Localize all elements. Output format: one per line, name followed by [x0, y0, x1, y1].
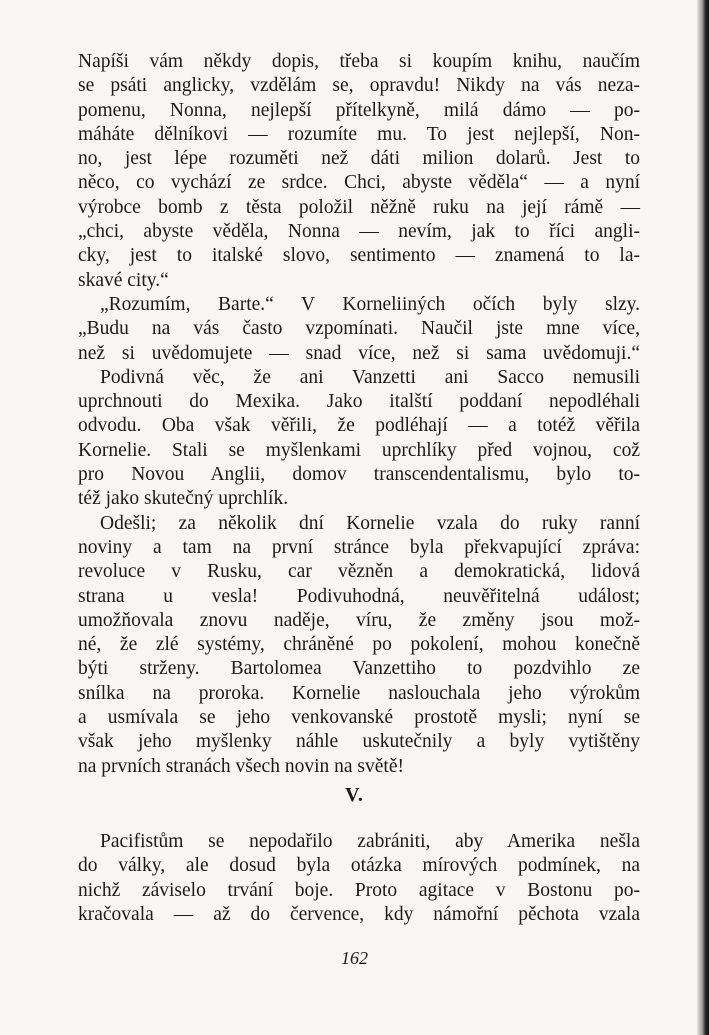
text-line: noviny a tam na první stránce byla překvapující zpráva: [78, 536, 640, 558]
text-line: výrobce bomb z těsta položil něžně ruku na její rámě — [78, 196, 640, 218]
section-heading: V. [345, 784, 364, 806]
text-line: se psáti anglicky, vzdělám se, opravdu! Nikdy na vás neza- [78, 75, 640, 97]
text-line: no, jest lépe rozuměti než dáti milion dolarů. Jest to [78, 148, 640, 170]
text-line: též jako skutečný uprchlík. [78, 488, 289, 510]
text-line: uprchnouti do Mexika. Jako italští poddaní nepodléhali [78, 391, 640, 413]
text-line: a usmívala se jeho venkovanské prostotě mysli; nyní se [78, 707, 640, 729]
text-line: něco, co vychází ze srdce. Chci, abyste věděla“ — a nyní [78, 172, 640, 194]
text-line: „Rozumím, Barte.“ V Korneliiných očích byly slzy. [100, 293, 640, 315]
text-line: „Budu na vás často vzpomínati. Naučil jste mne více, [78, 318, 640, 340]
text-line: odvodu. Oba však věřili, že podléhají — a totéž věřila [78, 415, 640, 437]
text-line: cky, jest to italské slovo, sentimento — znamená to la- [78, 245, 640, 267]
text-line: pomenu, Nonna, nejlepší přítelkyně, milá dámo — po- [78, 99, 640, 121]
body-text-top [78, 50, 640, 779]
text-line: skavé city.“ [78, 269, 169, 291]
text-line: revoluce v Rusku, car vězněn a demokratická, lidová [78, 561, 640, 583]
text-line: do války, ale dosud byla otázka mírových podmínek, na [78, 855, 640, 877]
text-line: né, že zlé systémy, chráněné po pokolení, mohou konečně [78, 634, 640, 656]
text-line: máháte dělníkovi — rozumíte mu. To jest nejlepší, Non- [78, 123, 640, 145]
text-line: umožňovala znovu naděje, víru, že změny jsou mož- [78, 609, 640, 631]
page-number: 162 [341, 948, 368, 968]
text-line: kračovala — až do července, kdy námořní pěchota vzala [78, 903, 640, 925]
text-line: snílka na proroka. Kornelie naslouchala jeho výrokům [78, 682, 640, 704]
text-line: „chci, abyste věděla, Nonna — nevím, jak to říci angli- [78, 221, 640, 243]
text-line: Odešli; za několik dní Kornelie vzala do ruky ranní [100, 512, 640, 534]
text-line: býti strženy. Bartolomea Vanzettiho to pozdvihlo ze [78, 658, 640, 680]
page-spine-edge [697, 0, 709, 1035]
text-line: Pacifistům se nepodařilo zabrániti, aby Amerika nešla [100, 831, 640, 852]
text-line: Podivná věc, že ani Vanzetti ani Sacco nemusili [100, 366, 640, 388]
text-line: pro Novou Anglii, domov transcendentalismu, bylo to- [78, 464, 640, 486]
text-line: nichž záviselo trvání boje. Proto agitace v Bostonu po- [78, 879, 640, 901]
text-line: na prvních stranách všech novin na světě! [78, 755, 404, 777]
text-line: než si uvědomujete — snad více, než si sama uvědomuji.“ [78, 342, 640, 364]
text-line: však jeho myšlenky náhle uskutečnily a byly vytištěny [78, 731, 640, 753]
text-line: Kornelie. Stali se myšlenkami uprchlíky před vojnou, což [78, 439, 640, 461]
text-line: Napíši vám někdy dopis, třeba si koupím knihu, naučím [78, 51, 640, 72]
text-line: strana u vesla! Podivuhodná, neuvěřitelná událost; [78, 585, 640, 607]
body-text-bottom [78, 830, 640, 927]
